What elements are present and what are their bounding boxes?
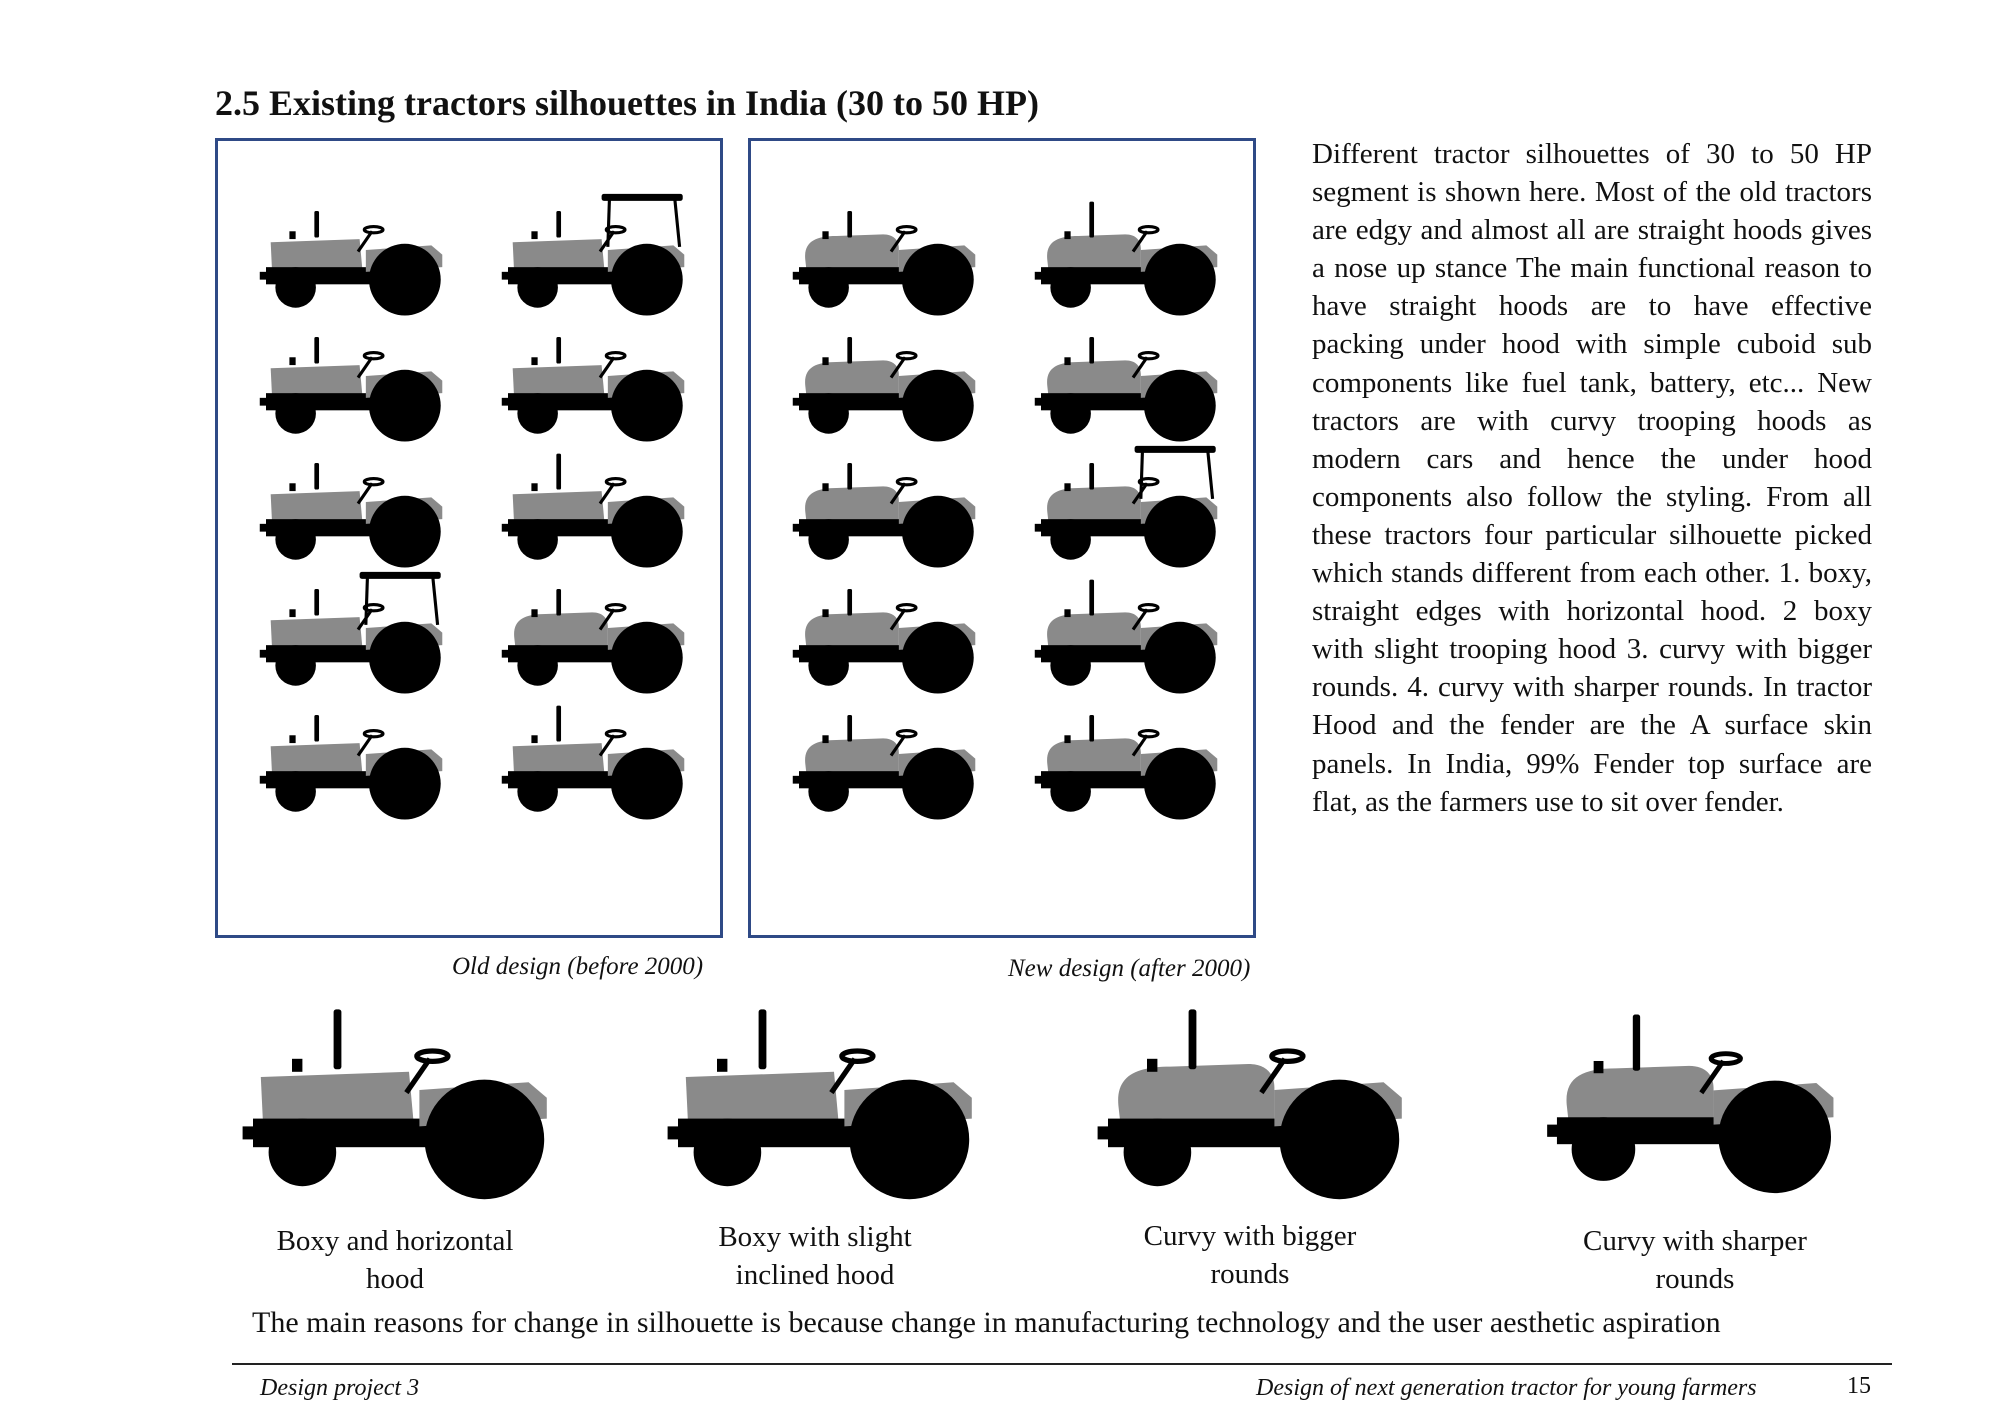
page-number: 15 (1847, 1373, 1871, 1399)
tractor-silhouette (502, 589, 685, 694)
new-design-panel (748, 138, 1256, 938)
tractor-silhouette (1035, 446, 1218, 568)
tractor-silhouette (793, 211, 976, 316)
tractor-silhouette (1035, 337, 1218, 442)
category-label-curvy-bigger (1100, 1217, 1400, 1293)
category-line1: Boxy with slight (718, 1221, 912, 1253)
tractor-silhouette (1098, 1009, 1402, 1199)
tractor-silhouette (793, 589, 976, 694)
tractor-silhouette (260, 715, 443, 820)
tractor-silhouette (1035, 202, 1218, 316)
tractor-silhouette (793, 337, 976, 442)
description-paragraph: Different tractor silhouettes of 30 to 50 HP segment is shown here. Most of the old tractors are edgy and almost all are straight hoods gives a nose up stance The main functional reason to have straight hoods are to have effective packing under hood with simple cuboid sub components like fuel tank, battery, etc... New tractors are with curvy trooping hoods as modern cars and hence the under hood components also follow the styling. From all these tractors four particular silhouette picked which stands different from each other. 1. boxy, straight edges with horizontal hood. 2 boxy with slight trooping hood 3. curvy with bigger rounds. 4. curvy with sharper rounds. In tractor Hood and the fender are the A surface skin panels. In India, 99% Fender top surface are flat, as the farmers use to sit over fender. (1312, 138, 1872, 818)
tractor-silhouette (502, 454, 685, 568)
tractor-silhouette (260, 572, 443, 694)
category-label-curvy-sharper (1535, 1222, 1855, 1298)
category-line2: inclined hood (735, 1259, 895, 1291)
summary-sentence: The main reasons for change in silhouette is because change in manufacturing technology and the user aesthetic aspiration (252, 1306, 1721, 1339)
category-label-boxy-inclined (670, 1218, 960, 1294)
old-design-panel (215, 138, 723, 938)
category-line2: rounds (1210, 1258, 1290, 1290)
category-line1: Curvy with sharper (1583, 1225, 1807, 1257)
footer-right: Design of next generation tractor for young farmers (1256, 1375, 1757, 1401)
tractor-silhouette (1035, 715, 1218, 820)
tractor-silhouette (1035, 580, 1218, 694)
category-line1: Boxy and horizontal (276, 1225, 514, 1257)
tractor-silhouette (793, 715, 976, 820)
page-title: 2.5 Existing tractors silhouettes in India (30 to 50 HP) (215, 83, 1039, 123)
tractor-silhouette (502, 706, 685, 820)
old-design-caption: Old design (before 2000) (452, 953, 704, 980)
category-label-boxy-horizontal (240, 1222, 550, 1298)
tractor-silhouette (793, 463, 976, 568)
tractor-silhouette (260, 211, 443, 316)
tractor-silhouette (1547, 1014, 1833, 1193)
category-line1: Curvy with bigger (1143, 1220, 1357, 1252)
tractor-silhouette (260, 463, 443, 568)
tractor-silhouette (502, 337, 685, 442)
new-design-caption: New design (after 2000) (1008, 955, 1251, 982)
category-line2: hood (366, 1263, 424, 1295)
category-line2: rounds (1655, 1263, 1735, 1295)
old-tractor-grid (218, 141, 726, 941)
tractor-curvy-sharper-image (1540, 985, 1860, 1207)
tractor-silhouette (243, 1009, 547, 1199)
tractor-boxy-horizontal-image (235, 985, 575, 1207)
tractor-silhouette (260, 337, 443, 442)
new-tractor-grid (751, 141, 1259, 941)
tractor-silhouette (502, 194, 685, 316)
footer-left: Design project 3 (260, 1375, 420, 1401)
tractor-curvy-bigger-image (1090, 985, 1430, 1207)
tractor-boxy-inclined-image (660, 985, 1000, 1207)
footer-divider (232, 1363, 1892, 1365)
tractor-silhouette (668, 1009, 972, 1199)
